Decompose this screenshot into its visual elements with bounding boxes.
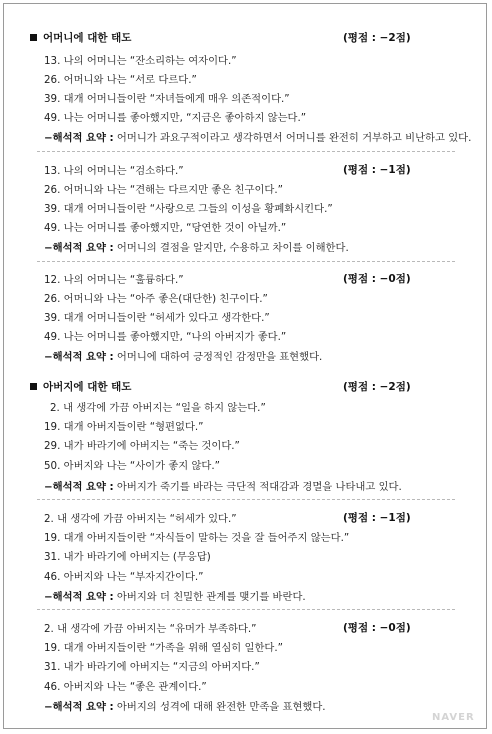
response-line: 19. 대개 아버지들이란 “가족을 위해 열심히 일한다.” bbox=[44, 642, 283, 654]
summary-text: 아버지의 성격에 대해 완전한 만족을 표현했다. bbox=[113, 701, 326, 713]
response-line: 2. 내 생각에 가끔 아버지는 “일을 하지 않는다.” bbox=[50, 402, 266, 414]
response-line: 2. 내 생각에 가끔 아버지는 “유머가 부족하다.” bbox=[44, 623, 257, 635]
summary-label: −해석적 요약 : bbox=[44, 351, 114, 363]
square-bullet-icon bbox=[30, 34, 37, 41]
interpretive-summary bbox=[44, 129, 471, 144]
response-line: 19. 대개 아버지들이란 “자식들이 말하는 것을 잘 들어주지 않는다.” bbox=[44, 532, 350, 544]
interpretive-summary bbox=[44, 239, 349, 254]
summary-label: −해석적 요약 : bbox=[44, 591, 114, 603]
response-line: 49. 나는 어머니를 좋아했지만, “당연한 것이 아닐까.” bbox=[44, 222, 287, 234]
summary-label: −해석적 요약 : bbox=[44, 701, 114, 713]
response-line: 13. 나의 어머니는 “검소하다.” bbox=[44, 165, 184, 177]
summary-label: −해석적 요약 : bbox=[44, 132, 114, 144]
response-line: 31. 내가 바라기에 아버지는 “지금의 아버지다.” bbox=[44, 661, 260, 673]
response-line: 39. 대개 어머니들이란 “허세가 있다고 생각한다.” bbox=[44, 312, 270, 324]
response-line: 39. 대개 어머니들이란 “사랑으로 그들의 이성을 황폐화시킨다.” bbox=[44, 203, 333, 215]
score-label: (평점 : −2점) bbox=[343, 381, 411, 393]
section-title: 어머니에 대한 태도 bbox=[43, 32, 132, 44]
interpretive-summary bbox=[44, 588, 306, 603]
block-divider bbox=[37, 609, 455, 610]
section-heading-father bbox=[30, 379, 131, 394]
response-line: 26. 어머니와 나는 “아주 좋은(대단한) 친구이다.” bbox=[44, 293, 268, 305]
summary-text: 아버지가 죽기를 바라는 극단적 적대감과 경멸을 나타내고 있다. bbox=[113, 481, 402, 493]
score-label: (평점 : −0점) bbox=[343, 622, 411, 634]
score-label: (평점 : −0점) bbox=[343, 273, 411, 285]
response-line: 29. 내가 바라기에 아버지는 “죽는 것이다.” bbox=[44, 440, 240, 452]
interpretive-summary bbox=[44, 478, 402, 493]
response-line: 50. 아버지와 나는 “사이가 좋지 않다.” bbox=[44, 460, 220, 472]
section-heading-mother bbox=[30, 30, 131, 45]
score-label: (평점 : −2점) bbox=[343, 32, 411, 44]
response-line: 49. 나는 어머니를 좋아했지만, “지금은 좋아하지 않는다.” bbox=[44, 112, 307, 124]
summary-text: 어머니의 결점을 알지만, 수용하고 차이를 이해한다. bbox=[113, 242, 349, 254]
summary-text: 어머니가 과요구적이라고 생각하면서 어머니를 완전히 거부하고 비난하고 있다. bbox=[113, 132, 472, 144]
score-label: (평점 : −1점) bbox=[343, 512, 411, 524]
response-line: 19. 대개 아버지들이란 “형편없다.” bbox=[44, 421, 204, 433]
response-line: 49. 나는 어머니를 좋아했지만, “나의 아버지가 좋다.” bbox=[44, 331, 287, 343]
block-divider bbox=[37, 499, 455, 500]
score-label: (평점 : −1점) bbox=[343, 164, 411, 176]
response-line: 26. 어머니와 나는 “서로 다르다.” bbox=[44, 74, 197, 86]
summary-label: −해석적 요약 : bbox=[44, 481, 114, 493]
response-line: 46. 아버지와 나는 “좋은 관계이다.” bbox=[44, 681, 207, 693]
section-title: 아버지에 대한 태도 bbox=[43, 381, 132, 393]
response-line: 46. 아버지와 나는 “부자지간이다.” bbox=[44, 571, 204, 583]
summary-text: 어머니에 대하여 긍정적인 감정만을 표현했다. bbox=[113, 351, 323, 363]
square-bullet-icon bbox=[30, 383, 37, 390]
response-line: 2. 내 생각에 가끔 아버지는 “허세가 있다.” bbox=[44, 513, 237, 525]
interpretive-summary bbox=[44, 698, 326, 713]
summary-label: −해석적 요약 : bbox=[44, 242, 114, 254]
interpretive-summary bbox=[44, 348, 322, 363]
block-divider bbox=[37, 261, 455, 262]
response-line: 26. 어머니와 나는 “견해는 다르지만 좋은 친구이다.” bbox=[44, 184, 283, 196]
response-line: 13. 나의 어머니는 “잔소리하는 여자이다.” bbox=[44, 55, 237, 67]
watermark-logo: NAVER bbox=[432, 712, 475, 723]
response-line: 31. 내가 바라기에 아버지는 (무응답) bbox=[44, 551, 211, 563]
summary-text: 아버지와 더 친밀한 관계를 맺기를 바란다. bbox=[113, 591, 306, 603]
response-line: 12. 나의 어머니는 “훌륭하다.” bbox=[44, 274, 184, 286]
block-divider bbox=[37, 151, 455, 152]
response-line: 39. 대개 어머니들이란 “자녀들에게 매우 의존적이다.” bbox=[44, 93, 290, 105]
